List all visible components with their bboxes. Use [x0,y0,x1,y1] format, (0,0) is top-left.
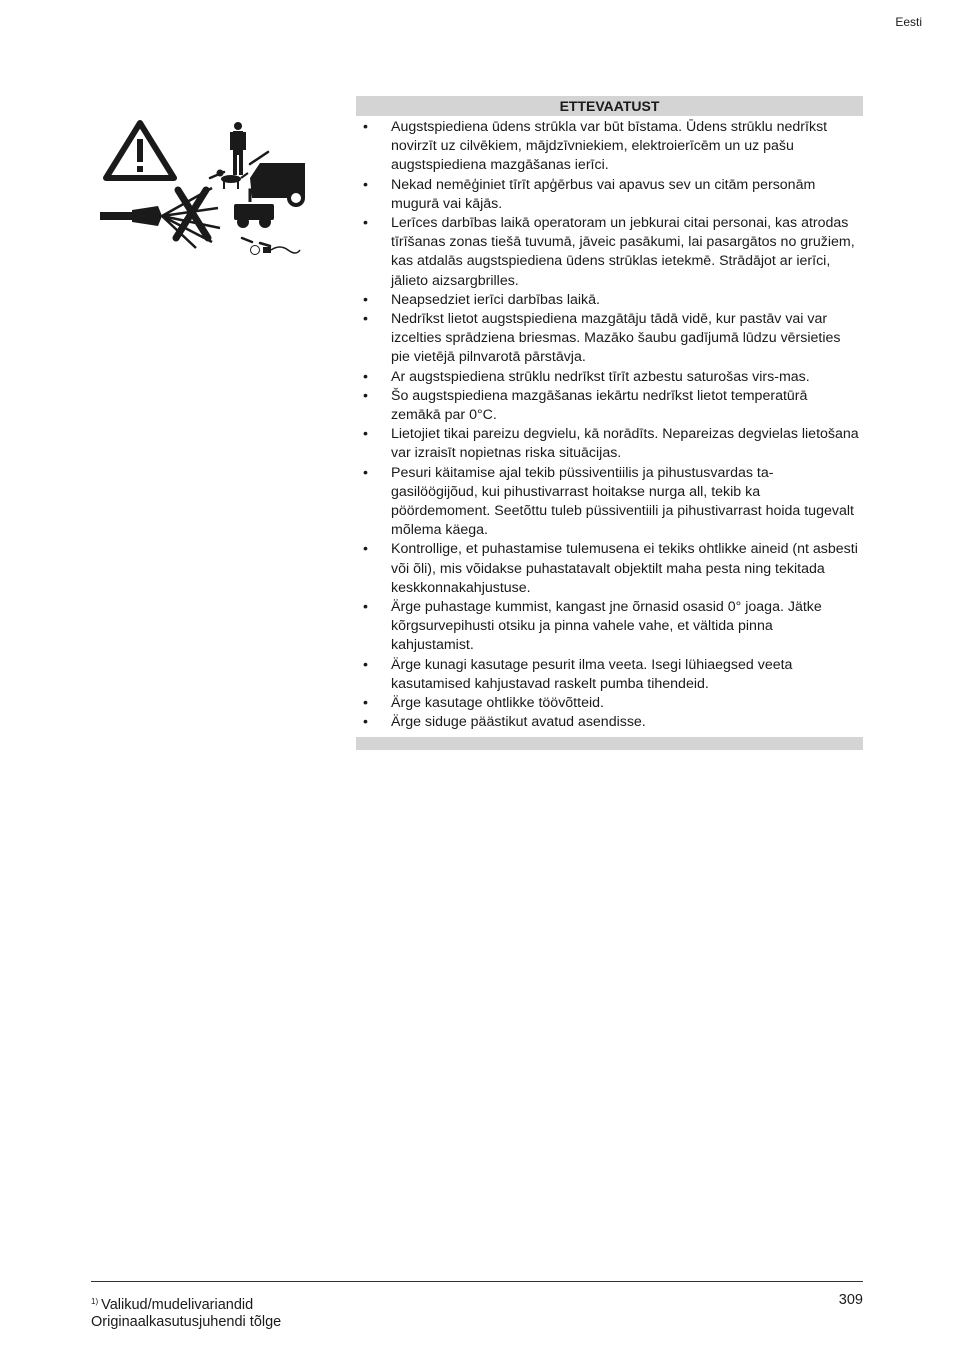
list-item [356,214,863,291]
list-item [356,713,863,732]
footnote-text: Valikud/mudelivariandid [101,1297,254,1313]
person-icon [230,122,246,175]
caution-list [356,116,863,737]
caution-title: ETTEVAATUST [356,96,863,116]
list-item-text: Ärge siduge päästikut avatud asendisse. [391,714,646,731]
list-item-text: Lerīces darbības laikā operatoram un jebkurai citai personai, kas atrodas tīrīšanas zonas tiešā tuvumā, jāveic pasākumi, lai pasargātos no gružiem, kas atdalās augstspiediena ūdens strūklas ietekmē. Strādājot ar ierīci, jālieto aizsargbrilles. [391,215,855,289]
warning-triangle-icon [106,123,174,178]
list-item-text: Lietojiet tikai pareizu degvielu, kā norādīts. Nepareizas degvielas lietošana var izraisīt nopietnas riska situācijas. [391,426,859,462]
bullet: • [363,656,368,673]
bullet: • [363,464,368,481]
bullet: • [363,291,368,308]
list-item-text: Nekad nemēģiniet tīrīt apģērbus vai apavus sev un citām personām mugurā vai kājās. [391,176,816,212]
list-item-text: Pesuri käitamise ajal tekib püssiventiilis ja pihustusvardas ta-gasilöögijõud, kui pihustivarrast hoitakse nurga all, tekib ka pöördemoment. Seetõttu tuleb püssiventiili ja pihustivarrast hoida tugevalt mõlema käega. [391,464,854,539]
list-item-text: Šo augstspiediena mazgāšanas iekārtu nedrīkst lietot temperatūrā zemākā par 0°C. [391,387,808,424]
list-item-text: Ärge kunagi kasutage pesurit ilma veeta. Isegi lühiaegsed veeta kasutamised kahjustavad raskelt pumba tihendeid. [391,656,793,692]
bullet: • [363,599,368,616]
bullet: • [363,176,368,193]
vehicle-icon [250,163,305,205]
footer-divider [91,1281,863,1282]
bullet: • [363,119,368,135]
caution-box-footer-bar [356,737,863,750]
list-item [356,291,863,310]
list-item-text: Nedrīkst lietot augstspiediena mazgātāju tādā vidē, kur pastāv vai var izcelties sprādziena briesmas. Mazāko šaubu gadījumā lūdzu vērsieties pie vietējā pilnvarotā pārstāvja. [391,311,841,366]
list-item [356,176,863,214]
list-item [356,540,863,598]
bullet: • [363,426,368,443]
list-item-text: Kontrollige, et puhastamise tulemusena ei tekiks ohtlikke aineid (nt asbesti või õli), mis võidakse puhastatavalt objektilt maha pesta ning tekitada keskkonnakahjustuse. [391,541,858,596]
document-subtitle: Originaalkasutusjuhendi tõlge [91,1314,282,1330]
bullet: • [363,387,368,404]
list-item [356,310,863,368]
plug-icon [251,246,301,255]
list-item [356,598,863,656]
list-item [356,387,863,425]
bullet: • [363,714,368,731]
list-item-text: Ar augstspiediena strūklu nedrīkst tīrīt azbestu saturošas virs-mas. [391,368,810,385]
list-item [356,425,863,463]
caution-box [356,96,863,750]
footnote-mark: 1) [91,1297,99,1306]
bullet: • [363,368,368,385]
bullet: • [363,311,368,328]
bullet: • [363,215,368,232]
list-item [356,694,863,713]
list-item-text: Augstspiediena ūdens strūkla var būt bīstama. Ūdens strūklu nedrīkst novirzīt uz cilvēkiem, mājdzīvniekiem, elektroierīcēm un uz pašu augstspiediena mazgāšanas ierīci. [391,119,828,174]
list-item [356,118,863,176]
list-item [356,464,863,541]
list-item [356,368,863,387]
bullet: • [363,541,368,558]
language-label: Eesti [895,15,922,29]
list-item-text: Ärge puhastage kummist, kangast jne õrnasid osasid 0° joaga. Jätke kõrgsurvepihusti otsiku ja pinna vahele vahe, et vältida pinna kahjustamist. [391,599,822,654]
warning-illustration [100,118,305,268]
list-item-text: Ärge kasutage ohtlikke töövõtteid. [391,695,604,712]
bullet: • [363,695,368,712]
list-item [356,656,863,694]
list-item-text: Neapsedziet ierīci darbības laikā. [391,291,600,308]
page-number: 309 [838,1292,863,1308]
